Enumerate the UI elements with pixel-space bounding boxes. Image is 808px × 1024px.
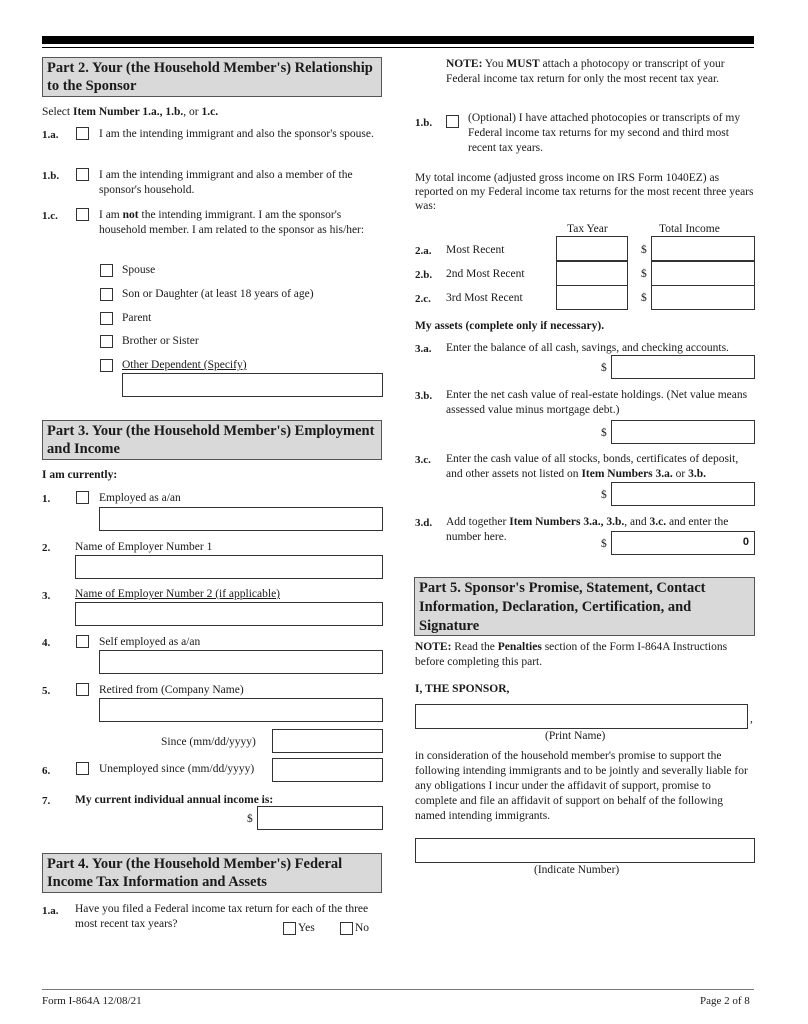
total-income-2a-input[interactable] xyxy=(651,236,755,261)
total-income-2b-input[interactable] xyxy=(651,261,755,286)
q3c-dollar: $ xyxy=(601,489,607,501)
real-estate-input[interactable] xyxy=(611,420,755,444)
retired-checkbox[interactable] xyxy=(76,683,89,696)
tax-filed-yes-checkbox[interactable] xyxy=(283,922,296,935)
row-2c-dollar: $ xyxy=(641,292,647,304)
unemployed-since-input[interactable] xyxy=(272,758,383,782)
p3-q2-number: 2. xyxy=(42,542,51,554)
p3-q5-number: 5. xyxy=(42,685,51,697)
row-2a-label: Most Recent xyxy=(446,244,505,256)
q3d-dollar: $ xyxy=(601,538,607,550)
brother-sister-label: Brother or Sister xyxy=(122,335,199,347)
q3a-label: Enter the balance of all cash, savings, and checking accounts. xyxy=(446,342,729,354)
attached-returns-checkbox[interactable] xyxy=(446,115,459,128)
part4-header: Part 4. Your (the Household Member's) Federal Income Tax Information and Assets xyxy=(42,853,382,893)
total-assets-input[interactable]: 0 xyxy=(611,531,755,555)
page-number: Page 2 of 8 xyxy=(700,995,750,1007)
son-daughter-label: Son or Daughter (at least 18 years of age) xyxy=(122,288,314,300)
tax-filed-no-checkbox[interactable] xyxy=(340,922,353,935)
retired-label: Retired from (Company Name) xyxy=(99,684,244,696)
employer2-label: Name of Employer Number 2 (if applicable) xyxy=(75,588,281,600)
q1c-number: 1.c. xyxy=(42,210,58,222)
self-employed-input[interactable] xyxy=(99,650,383,674)
row-2b-number: 2.b. xyxy=(415,269,433,281)
consideration-text: in consideration of the household member's promise to support the following intending immigrants and to be jointly and severally liable for any obligations I incur under the affidavit of support, promise to complete and file an affidavit of support on behalf of the following named intending immigrants. xyxy=(415,750,748,822)
row-2a-dollar: $ xyxy=(641,244,647,256)
p3-q4-number: 4. xyxy=(42,637,51,649)
retired-since-label: Since (mm/dd/yyyy) xyxy=(161,736,256,748)
i-the-sponsor-label: I, THE SPONSOR, xyxy=(415,683,510,695)
part2-select-instruction: Select Item Number 1.a., 1.b., or 1.c. xyxy=(42,106,219,118)
retired-company-input[interactable] xyxy=(99,698,383,722)
q1b-label: I am the intending immigrant and also a member of the sponsor's household. xyxy=(99,169,353,196)
indicate-number-caption: (Indicate Number) xyxy=(534,864,620,876)
brother-sister-checkbox[interactable] xyxy=(100,335,113,348)
spouse-checkbox[interactable] xyxy=(100,264,113,277)
top-rule xyxy=(42,36,754,44)
unemployed-checkbox[interactable] xyxy=(76,762,89,775)
employer2-input[interactable] xyxy=(75,602,383,626)
annual-income-dollar: $ xyxy=(247,813,253,825)
tax-year-column-header: Tax Year xyxy=(567,223,608,235)
q1a-label: I am the intending immigrant and also the sponsor's spouse. xyxy=(99,128,374,140)
q1b-number: 1.b. xyxy=(42,170,60,182)
tax-year-2a-input[interactable] xyxy=(556,236,628,261)
employer1-label: Name of Employer Number 1 xyxy=(75,541,213,553)
q3d-number: 3.d. xyxy=(415,517,433,529)
other-dependent-input[interactable] xyxy=(122,373,383,397)
assets-label: My assets (complete only if necessary). xyxy=(415,320,605,332)
self-employed-checkbox[interactable] xyxy=(76,635,89,648)
retired-since-input[interactable] xyxy=(272,729,383,753)
sponsor-name-comma: , xyxy=(750,713,753,725)
attached-returns-label: (Optional) I have attached photocopies or transcripts of my Federal income tax returns for my second and third most recent tax years. xyxy=(468,112,741,154)
top-thin-rule xyxy=(42,47,754,48)
tax-filed-yes-label: Yes xyxy=(298,922,315,934)
q3a-number: 3.a. xyxy=(415,343,432,355)
part5-header: Part 5. Sponsor's Promise, Statement, Contact Information, Declaration, Certification, and Signature xyxy=(414,577,755,636)
print-name-caption: (Print Name) xyxy=(545,730,606,742)
other-dependent-checkbox[interactable] xyxy=(100,359,113,372)
total-income-text: My total income (adjusted gross income on IRS Form 1040EZ) as reported on my Federal income tax returns for the most recent three years was: xyxy=(415,172,754,212)
q3b-dollar: $ xyxy=(601,427,607,439)
tax-year-2c-input[interactable] xyxy=(556,285,628,310)
p4-q1b-number: 1.b. xyxy=(415,117,433,129)
p4-q1a-number: 1.a. xyxy=(42,905,59,917)
sponsor-print-name-input[interactable] xyxy=(415,704,748,729)
part5-note: NOTE: Read the Penalties section of the Form I-864A Instructions before completing this part. xyxy=(415,641,728,668)
q1c-label: I am not the intending immigrant. I am the sponsor's household member. I am related to the sponsor as his/her: xyxy=(99,209,365,236)
tax-note: NOTE: You MUST attach a photocopy or transcript of your Federal income tax return for only the most recent tax year. xyxy=(446,58,725,85)
row-2a-number: 2.a. xyxy=(415,245,432,257)
row-2b-label: 2nd Most Recent xyxy=(446,268,525,280)
q1a-number: 1.a. xyxy=(42,129,59,141)
total-income-2c-input[interactable] xyxy=(651,285,755,310)
footer-rule xyxy=(42,989,754,990)
tax-filed-no-label: No xyxy=(355,922,370,934)
employed-as-input[interactable] xyxy=(99,507,383,531)
p3-q6-number: 6. xyxy=(42,765,51,777)
q1b-checkbox[interactable] xyxy=(76,168,89,181)
q3b-number: 3.b. xyxy=(415,390,433,402)
q3c-number: 3.c. xyxy=(415,454,431,466)
row-2c-label: 3rd Most Recent xyxy=(446,292,523,304)
unemployed-label: Unemployed since (mm/dd/yyyy) xyxy=(99,763,255,775)
employed-checkbox[interactable] xyxy=(76,491,89,504)
parent-label: Parent xyxy=(122,312,152,324)
p3-q1-number: 1. xyxy=(42,493,51,505)
stocks-bonds-input[interactable] xyxy=(611,482,755,506)
indicate-number-input[interactable] xyxy=(415,838,755,863)
parent-checkbox[interactable] xyxy=(100,312,113,325)
row-2b-dollar: $ xyxy=(641,268,647,280)
cash-balance-input[interactable] xyxy=(611,355,755,379)
p4-q1a-label: Have you filed a Federal income tax return for each of the three most recent tax years? xyxy=(75,903,369,930)
part2-header: Part 2. Your (the Household Member's) Relationship to the Sponsor xyxy=(42,57,382,97)
annual-income-label: My current individual annual income is: xyxy=(75,794,274,806)
p3-q7-number: 7. xyxy=(42,795,51,807)
employed-label: Employed as a/an xyxy=(99,492,181,504)
q1c-checkbox[interactable] xyxy=(76,208,89,221)
annual-income-input[interactable] xyxy=(257,806,383,830)
q3d-label: Add together Item Numbers 3.a., 3.b., and 3.c. and enter the number here. xyxy=(446,516,729,543)
tax-year-2b-input[interactable] xyxy=(556,261,628,286)
other-dependent-label: Other Dependent (Specify) xyxy=(122,359,247,371)
q1a-checkbox[interactable] xyxy=(76,127,89,140)
part3-header: Part 3. Your (the Household Member's) Employment and Income xyxy=(42,420,382,460)
self-employed-label: Self employed as a/an xyxy=(99,636,201,648)
employer1-input[interactable] xyxy=(75,555,383,579)
total-income-column-header: Total Income xyxy=(659,223,720,235)
currently-label: I am currently: xyxy=(42,469,118,481)
q3b-label: Enter the net cash value of real-estate holdings. (Net value means assessed value minus mortgage debt.) xyxy=(446,389,748,416)
spouse-label: Spouse xyxy=(122,264,156,276)
son-daughter-checkbox[interactable] xyxy=(100,288,113,301)
row-2c-number: 2.c. xyxy=(415,293,431,305)
p3-q3-number: 3. xyxy=(42,590,51,602)
q3c-label: Enter the cash value of all stocks, bonds, certificates of deposit, and other assets not listed on Item Numbers 3.a. or 3.b. xyxy=(446,453,739,480)
q3a-dollar: $ xyxy=(601,362,607,374)
form-identifier: Form I-864A 12/08/21 xyxy=(42,995,142,1007)
